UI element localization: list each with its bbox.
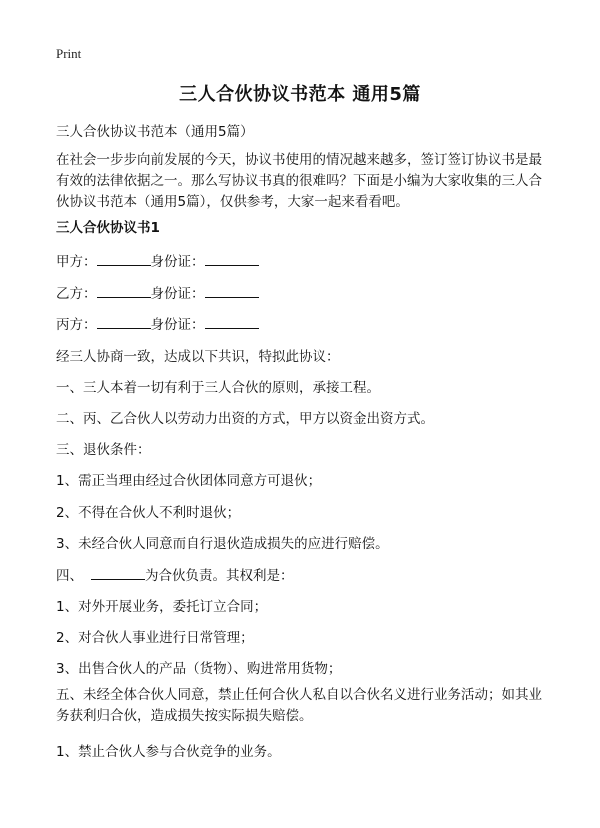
blank-line xyxy=(97,283,151,298)
document-subtitle: 三人合伙协议书范本（通用5篇） xyxy=(56,124,254,140)
party-label: 乙方： xyxy=(56,286,97,302)
party-label: 丙方： xyxy=(56,317,97,333)
clause-4-item: 1、对外开展业务，委托订立合同； xyxy=(56,599,268,615)
document-title: 三人合伙协议书范本 通用5篇 xyxy=(179,84,421,105)
blank-line xyxy=(97,314,151,329)
clause-5: 五、未经全体合伙人同意，禁止任何合伙人私自以合伙名义进行业务活动；如其业务获利归合伙，造成损失按实际损失赔偿。 xyxy=(56,687,542,724)
clause-4-item: 2、对合伙人事业进行日常管理； xyxy=(56,630,254,646)
clause-2: 二、丙、乙合伙人以劳动力出资的方式，甲方以资金出资方式。 xyxy=(56,411,434,427)
clause-3-item: 2、不得在合伙人不利时退伙； xyxy=(56,505,241,521)
blank-line xyxy=(205,283,259,298)
party-line-c xyxy=(56,313,259,333)
id-label: 身份证： xyxy=(150,254,205,270)
clause-4-item: 3、出售合伙人的产品（货物）、购进常用货物； xyxy=(56,661,342,677)
id-label: 身份证： xyxy=(150,286,205,302)
clause-4 xyxy=(56,564,294,584)
clause-3-item: 3、未经合伙人同意而自行退伙造成损失的应进行赔偿。 xyxy=(56,536,389,552)
party-label: 甲方： xyxy=(56,254,97,270)
clause-3: 三、退伙条件： xyxy=(56,442,151,458)
print-label[interactable]: Print xyxy=(56,46,82,61)
blank-line xyxy=(97,251,151,266)
party-line-a xyxy=(56,250,259,270)
intro-paragraph: 在社会一步步向前发展的今天，协议书使用的情况越来越多，签订签订协议书是最有效的法律依据之一。那么写协议书真的很难吗？下面是小编为大家收集的三人合伙协议书范本（通用5篇），仅供参考，大家一起来看看吧。 xyxy=(56,152,542,210)
clause-1: 一、三人本着一切有利于三人合伙的原则，承接工程。 xyxy=(56,380,380,396)
clause-3-item: 1、需正当理由经过合伙团体同意方可退伙； xyxy=(56,473,322,489)
id-label: 身份证： xyxy=(150,317,205,333)
clause-5-item: 1、禁止合伙人参与合伙竞争的业务。 xyxy=(56,744,281,760)
blank-line xyxy=(205,314,259,329)
clause-4-prefix: 四、 xyxy=(56,568,83,584)
blank-line xyxy=(205,251,259,266)
party-line-b xyxy=(56,282,259,302)
consensus-line: 经三人协商一致，达成以下共识，特拟此协议： xyxy=(56,349,340,365)
section-heading: 三人合伙协议书1 xyxy=(56,220,160,236)
clause-4-suffix: 为合伙负责。其权利是： xyxy=(145,568,294,584)
blank-line xyxy=(91,565,145,580)
